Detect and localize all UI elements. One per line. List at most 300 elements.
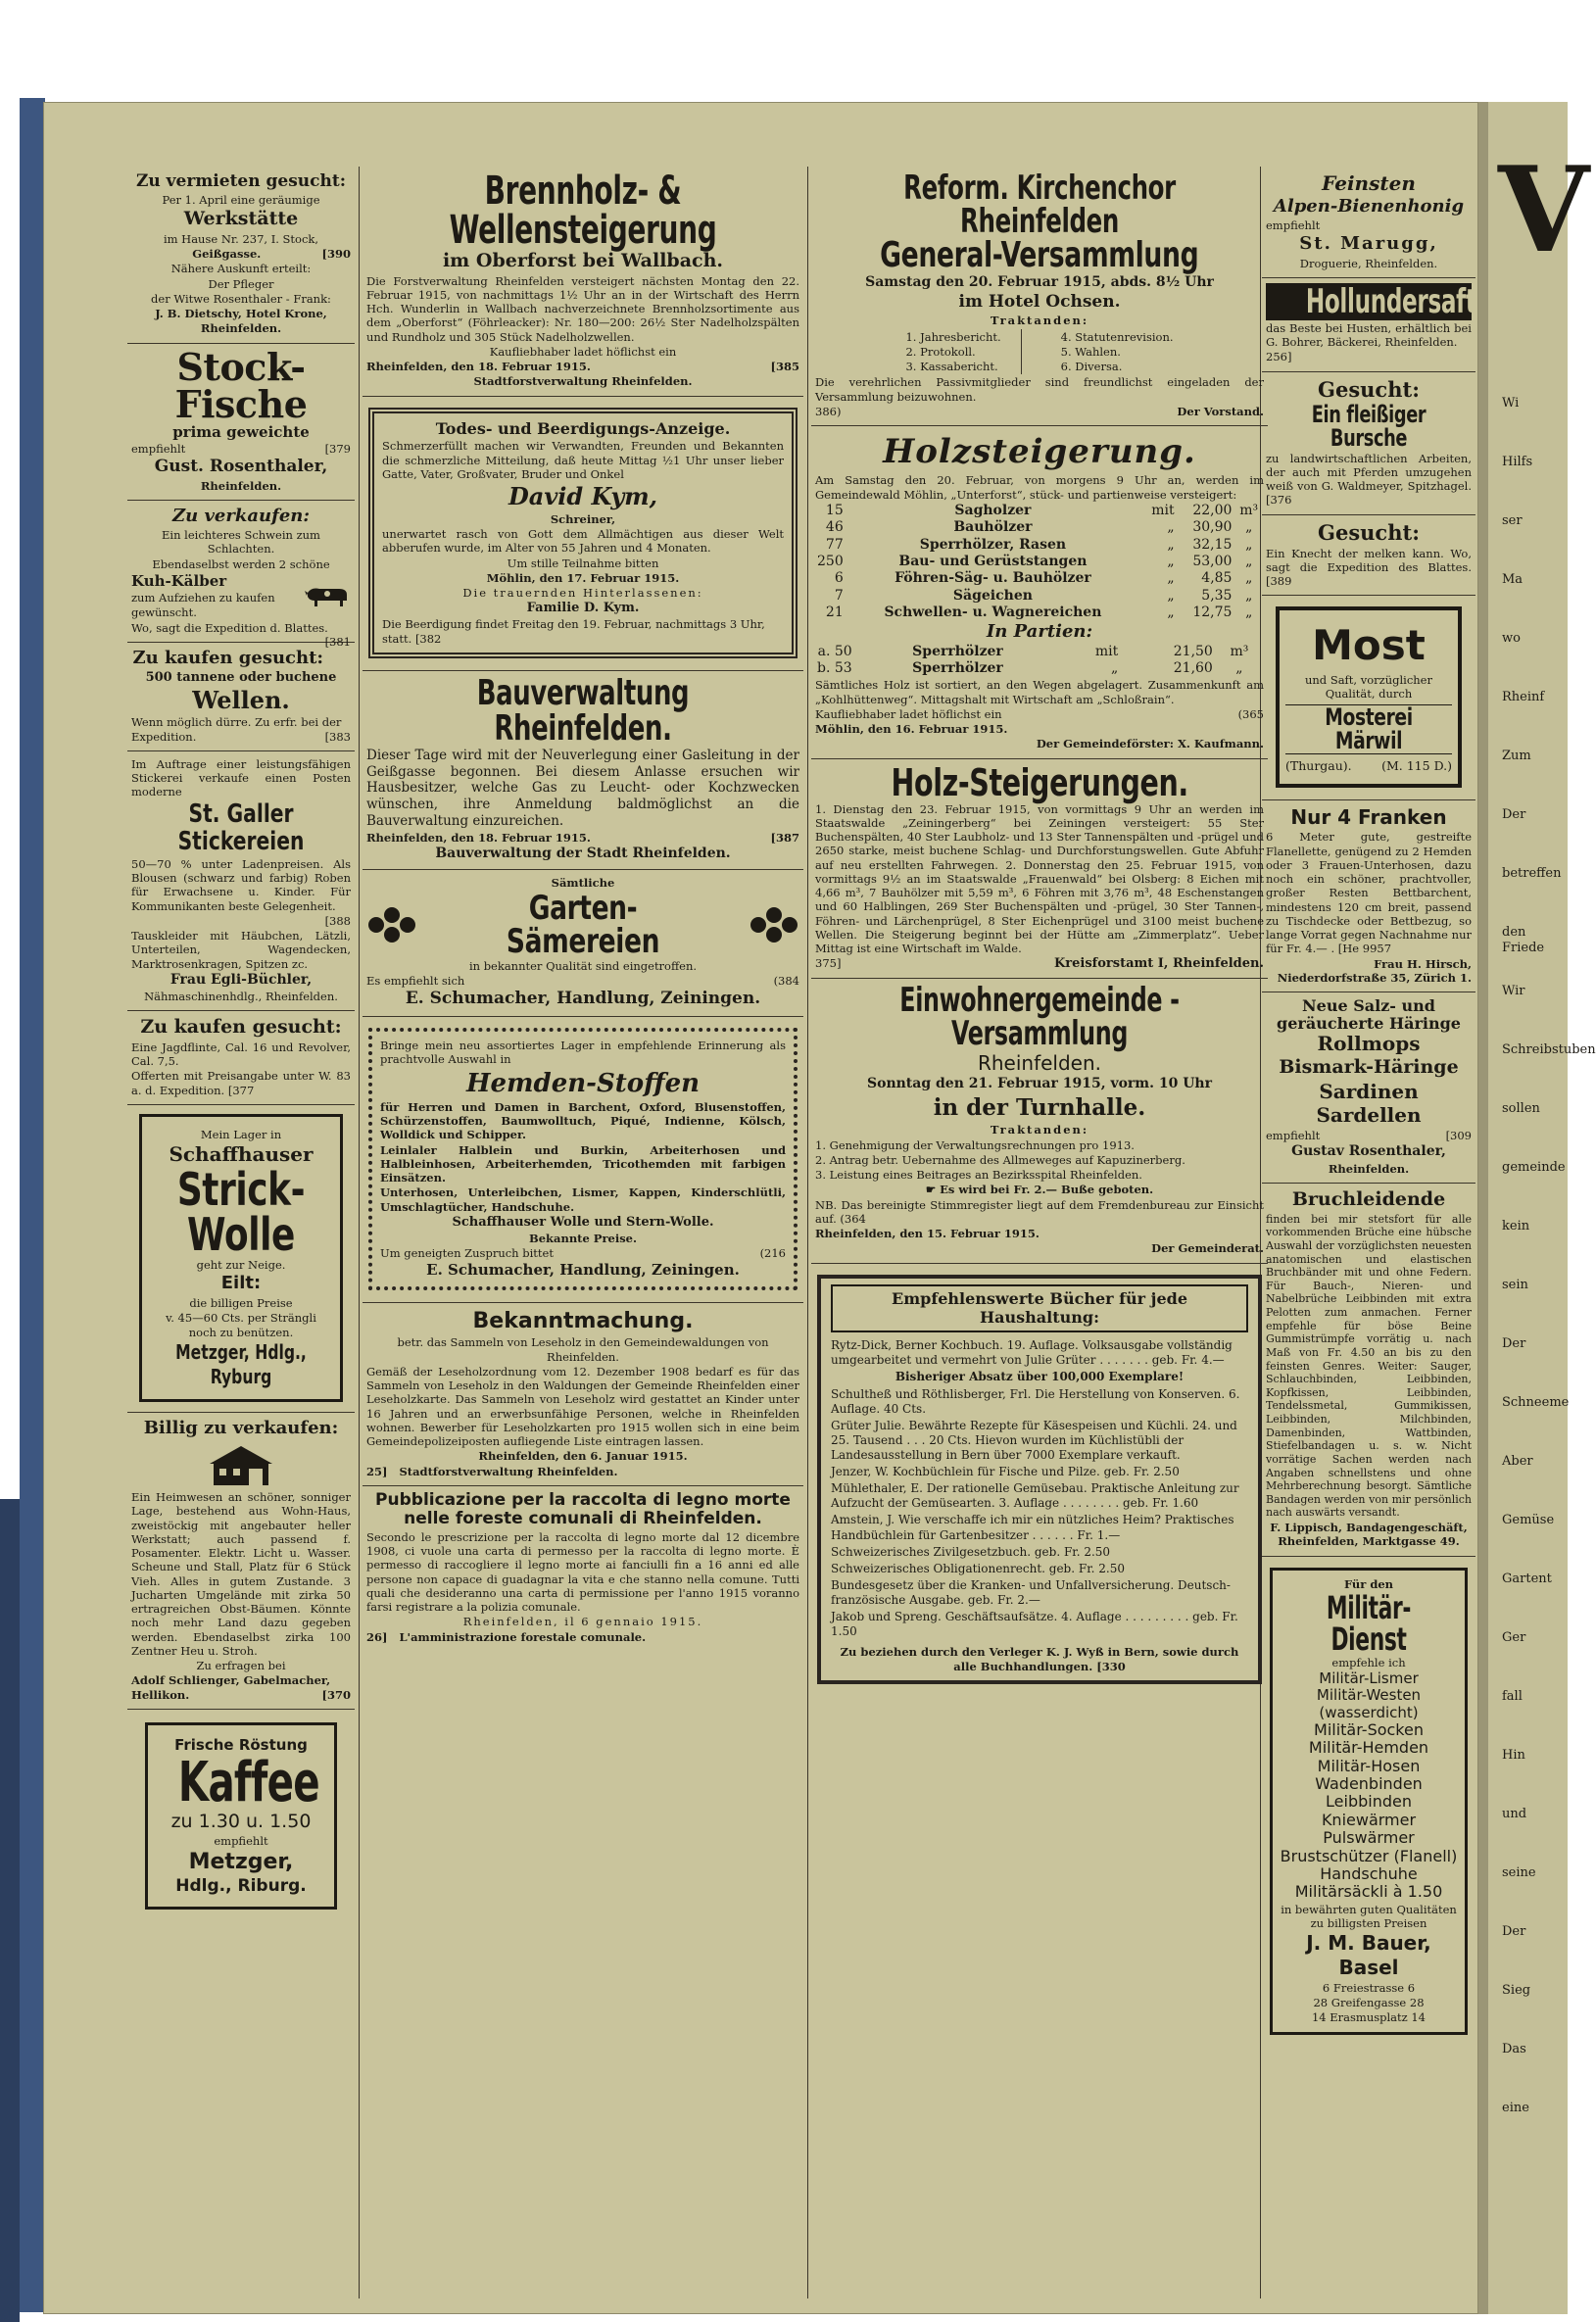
ad-line: (Thurgau). (1285, 758, 1352, 774)
ad-title: Bauverwaltung Rheinfelden. (476, 672, 690, 749)
ad-text: unerwartet rasch von Gott dem Allmächtigen aus dieser Welt abberufen wurde, im Alter von 55 Jahren und 4 Monaten. (382, 527, 784, 556)
ad-subtitle: im Oberforst bei Wallbach. (442, 250, 724, 271)
ad-line: empfiehlt (1266, 218, 1321, 233)
ad-subtitle: General-Versammlung (880, 235, 1199, 275)
ad-line: Bismark-Häringe (1279, 1056, 1459, 1079)
ad-subtitle: In Partien: (986, 621, 1093, 643)
facing-page-fragment: Aber (1502, 1454, 1533, 1469)
ad-line: im Hause Nr. 237, I. Stock, (163, 231, 319, 246)
agenda-item: 3. Kassabericht. (905, 360, 998, 374)
wood-lot-item: Sperrhölzer (912, 660, 1003, 677)
ad-line: Rheinfelden, den 15. Februar 1915. (815, 1227, 1040, 1241)
ad-text: Eine Jagdflinte, Cal. 16 und Revolver, Cal. 7,5. (131, 1040, 351, 1069)
ad-line: in der Turnhalle. (933, 1093, 1146, 1121)
facing-page-fragment: seine (1502, 1865, 1536, 1880)
ad-line: Zu beziehen durch den Verleger K. J. Wyß in Bern, sowie durch alle Buchhandlungen. [330 (840, 1645, 1239, 1673)
ad-title: Hemden-Stoffen (465, 1068, 701, 1098)
ad-line: Rheinfelden. (1328, 1161, 1410, 1176)
agenda-item: 2. Protokoll. (905, 344, 976, 359)
ad-subtitle: prima geweichte (172, 422, 310, 441)
wood-lot-q: 6 (834, 570, 844, 587)
ad-title: Hollundersaft (1305, 281, 1476, 321)
ad-jagdflinte (127, 1011, 355, 1105)
binder-spine-bottom (0, 1499, 20, 2322)
wood-lot-val: 22,00 (1192, 502, 1233, 518)
ad-subtitle: betr. das Sammeln von Leseholz in den Gemeindewaldungen von Rheinfelden. (397, 1335, 769, 1364)
ad-line: Rheinfelden, il 6 gennaio 1915. (462, 1615, 703, 1629)
facing-page-fragment: Der (1502, 1924, 1526, 1939)
column-3 (811, 167, 1268, 2302)
ad-line: empfiehlt (214, 1834, 268, 1849)
ad-line: Nähere Auskunft erteilt: (170, 262, 312, 276)
ad-highlight: Wellen. (192, 685, 290, 714)
wood-lot-sep: „ (1167, 536, 1175, 553)
wood-lot-val: 4,85 (1201, 570, 1233, 587)
ad-text: Leinlaler Halblein und Burkin, Arbeiterhosen und Halbleinhosen, Arbeiterhemden, Tricothemden mit farbigen Einsätzen. (380, 1142, 786, 1185)
ad-line: der Witwe Rosenthaler - Frank: (151, 291, 331, 306)
ad-title: Rollmops (1317, 1032, 1421, 1056)
ad-line: zum Aufziehen zu kaufen gewünscht. (131, 591, 275, 619)
wood-lot-item: Sägeichen (952, 587, 1033, 604)
wood-lot-sep: mit (1094, 643, 1119, 659)
wood-lot-q: b. 53 (817, 660, 852, 677)
military-item: Militär-Hemden (1308, 1738, 1429, 1758)
wood-lot-item: Föhren-Säg- u. Bauhölzer (895, 570, 1091, 587)
wood-lot-val: 53,00 (1192, 553, 1233, 569)
ad-line: Schreiner, (550, 511, 616, 526)
facing-page-fragment: eine (1502, 2101, 1529, 2115)
book-entry: Schultheß und Röthlisberger, Frl. Die Herstellung von Konserven. 6. Auflage. 40 Cts. (831, 1386, 1240, 1416)
column-2 (363, 167, 803, 2302)
ad-subtitle: 500 tannene oder buchene (145, 669, 337, 685)
facing-page-fragment: Gemüse (1502, 1513, 1555, 1527)
ad-text: Tauskleider mit Häubchen, Lätzli, Unterteilen, Wagendecken, Marktrosenkragen, Spitzen zc. (131, 929, 351, 971)
facing-page-fragment: fall (1502, 1689, 1523, 1704)
ad-text: Sämtliches Holz ist sortiert, an den Wegen abgelagert. Zusammenkunft am „Kohlhüttenweg“. Mittagshalt mit Wirtschaft am „Schloßrain“. (815, 678, 1264, 706)
ad-line: und Saft, vorzüglicher Qualität, durch (1304, 672, 1432, 701)
ad-text: NB. Das bereinigte Stimmregister liegt auf dem Fremdenbureau zur Einsicht auf. (364 (815, 1197, 1264, 1226)
wood-lot-item: Sperrhölzer (912, 643, 1003, 659)
ad-line: Hdlg., Riburg. (175, 1875, 307, 1896)
ad-buecher (811, 1264, 1268, 1696)
ad-title: Garten-Sämereien (506, 888, 660, 961)
ad-line: die billigen Preise (189, 1295, 293, 1310)
agenda-item: 6. Diversa. (1060, 360, 1123, 374)
ad-signature: Bauverwaltung der Stadt Rheinfelden. (435, 845, 731, 861)
ad-text: 6 Meter gute, gestreifte Flanellette, genügend zu 2 Hemden oder 3 Frauen-Unterhosen, dazu noch ein schöner, prachtvoller, großer Resten Bettbarchent, mindestens 120 cm breit, passend zu Tischdecke oder Bettbezug, so lange Vorrat gegen Nachnahme nur für Fr. 4.— . [He 9957 (1266, 830, 1472, 956)
ad-line: Ebendaselbst werden 2 schöne (152, 556, 330, 571)
ad-title: St. Galler Stickereien (177, 798, 305, 857)
ad-line: Kaufliebhaber ladet höflichst ein (365 (815, 706, 1264, 721)
column-rule-1 (359, 167, 360, 2298)
wood-lot-val: 30,90 (1192, 519, 1233, 536)
binder-spine-left (20, 98, 45, 2312)
ad-advertiser: St. Marugg, (1299, 233, 1438, 255)
ad-bruchleidende (1262, 1184, 1475, 1556)
facing-page-fragment: Schneeme (1502, 1395, 1570, 1410)
ad-title: Militär-Dienst (1326, 1588, 1412, 1658)
ad-title: Kaffee (177, 1750, 319, 1814)
military-item: Militär-Hosen (1317, 1756, 1421, 1775)
ad-text: 50—70 % unter Ladenpreisen. Als Blousen (schwarz und farbig) Roben für Erwachsene u. Kinder. Für Kommunikanten beste Gelegenheit. (131, 856, 351, 913)
facing-page-fragment: Zum (1502, 749, 1531, 763)
ad-line: Rheinfelden, den 6. Januar 1915. (478, 1449, 688, 1464)
wood-partien-table (815, 644, 1264, 678)
ad-hemden-stoffen (363, 1017, 803, 1303)
ad-line: Sardinen (1319, 1079, 1419, 1103)
ad-line: Der Pfleger (208, 276, 274, 291)
house-icon (206, 1442, 276, 1487)
agenda-item: 5. Wahlen. (1060, 344, 1121, 359)
wood-lot-q: 7 (834, 587, 844, 604)
ad-militaer-dienst (1262, 1557, 1475, 2047)
ad-subtitle: Feinsten (1322, 171, 1416, 195)
wood-lot-row (815, 554, 1264, 570)
wood-lot-q: 250 (817, 553, 844, 569)
facing-page-fragment: Ma (1502, 572, 1523, 587)
column-rule-2 (807, 167, 808, 2298)
ad-line: Geißgasse. [390 (192, 247, 351, 262)
facing-page-edge (1477, 102, 1596, 2314)
facing-page-fragment: Wi (1502, 396, 1520, 411)
ad-text: das Beste bei Husten, erhältlich bei G. Bohrer, Bäckerei, Rheinfelden. (1266, 320, 1472, 350)
military-item: Brustschützer (Flanell) (1280, 1846, 1458, 1865)
facing-page-fragment: Hilfs (1502, 455, 1533, 469)
ad-line: Rheinfelden, den 18. Februar 1915. [387 (366, 830, 799, 845)
ad-text: für Herren und Damen in Barchent, Oxford, Blusenstoffen, Schürzenstoffen, Baumwolltuch, Piqué, Indienne, Kölsch, Wolldick und Schipper. (380, 1099, 786, 1142)
ad-st-galler-stickereien (127, 751, 355, 1012)
address-line: 14 Erasmusplatz 14 (1311, 2010, 1427, 2025)
ad-line: Wo, sagt die Expedition d. Blattes. [381 (131, 620, 351, 650)
ad-zu-kaufen-wellen (127, 643, 355, 751)
facing-page-letter: V (1498, 141, 1590, 279)
ad-title: Reform. Kirchenchor Rheinfelden (903, 169, 1176, 241)
ad-line: Wenn möglich dürre. Zu erfr. bei der Expedition. [383 (131, 715, 351, 744)
ad-text: Die verehrlichen Passivmitglieder sind freundlichst eingeladen der Versammlung beizuwohnen. (815, 375, 1264, 404)
military-item: Leibbinden (1326, 1792, 1412, 1812)
ad-most (1262, 596, 1475, 799)
ad-line: Traktanden: (990, 1123, 1089, 1137)
facing-page-fragment: wo (1502, 631, 1521, 646)
ad-line: Kaufliebhaber ladet höflichst ein (489, 344, 677, 359)
ad-title: Billig zu verkaufen: (143, 1417, 339, 1438)
ad-line: v. 45—60 Cts. per Strängli (166, 1310, 316, 1325)
book-entry: Jakob und Spreng. Geschäftsaufsätze. 4. Auflage . . . . . . . . . geb. Fr. 1.50 (831, 1610, 1238, 1639)
wood-lot-row (815, 588, 1264, 605)
ad-line: J. B. Dietschy, Hotel Krone, (155, 307, 327, 321)
address-line: 6 Freiestrasse 6 (1322, 1980, 1416, 1995)
ad-bienenhonig (1262, 167, 1475, 278)
wood-lot-u: „ (1245, 553, 1253, 569)
ad-ref: [388 (324, 913, 351, 928)
wood-lot-item: Sagholzer (954, 502, 1032, 518)
ad-subtitle: Rheinfelden. (977, 1050, 1102, 1075)
ad-advertiser: Frau Egli-Büchler, (169, 971, 313, 988)
wood-lot-q: a. 50 (817, 643, 852, 659)
ad-text: Gemäß der Leseholzordnung vom 12. Dezember 1908 bedarf es für das Sammeln von Leseholz in den Waldungen der Gemeinde Rheinfelden einer Leseholzkarte. Das Sammeln von Leseholz wird gestattet an Kinder unter 16 Jahren und an erwerbsunfähige Personen, welche in Rheinfelden wohnen. Bewerber für Leseholzkarten pro 1915 wollen sich in eine beim Gemeindepolizeiposten aufliegende Liste eintragen lassen. (366, 1364, 799, 1449)
ad-line: Traktanden: (990, 314, 1089, 328)
ad-title: Nur 4 Franken (1290, 804, 1447, 829)
ad-signature: F. Lippisch, Bandagengeschäft, Rheinfelden, Marktgasse 49. (1270, 1521, 1468, 1549)
ad-garten-saemereien (363, 870, 803, 1017)
wood-lot-sep: „ (1167, 553, 1175, 569)
ad-holz-steigerungen (811, 759, 1268, 979)
ad-line: Es empfiehlt sich (384 (366, 973, 799, 988)
ad-title: Empfehlenswerte Bücher für jede Haushaltung: (831, 1284, 1248, 1333)
ad-signature: Der Gemeindeförster: X. Kaufmann. (1036, 737, 1264, 751)
facing-page-fragment: ser (1502, 513, 1523, 528)
ad-line: Möhlin, den 17. Februar 1915. (486, 570, 680, 585)
ad-text: Unterhosen, Unterleibchen, Lismer, Kappen, Kinderschlütli, Umschlagtücher, Handschuhe. (380, 1185, 786, 1214)
agenda-item: 1. Genehmigung der Verwaltungsrechnungen pro 1913. (815, 1137, 1135, 1152)
facing-page-fragment: Das (1502, 2042, 1526, 2056)
wood-lot-val: 21,60 (1173, 660, 1213, 677)
ad-signature: Familie D. Kym. (526, 601, 640, 616)
military-items-list (1277, 1670, 1461, 1902)
wood-lot-u: „ (1245, 570, 1253, 587)
wood-lot-item: Sperrhölzer, Rasen (919, 536, 1067, 553)
facing-page-fragment: gemeinde (1502, 1160, 1566, 1175)
ad-brennholz (363, 167, 803, 397)
ad-title: Bruchleidende (1291, 1188, 1446, 1211)
ad-text: 1. Dienstag den 23. Februar 1915, von vormittags 9 Uhr an werden im Staatswalde „Zeiningerberg“ bei Zeiningen versteigert: 55 Ster Buchenspälten, 40 Ster Laubholz- und 13 Ster Tannenspälten und -prügel und 2650 starke, meist buchene Schlag- und Durchforstungswellen. Gute Abfuhr auf neu erstellten Fahrwegen. 2. Donnerstag den 25. Februar 1915, von vormittags 9½ an im Staatswalde „Frauenwald“ bei Olsberg: 8 Eichen mit 4,66 m³, 7 Bauhölzer mit 5,59 m³, 6 Föhren mit 3,76 m³, 48 Eschenstangen und 60 Halblingen, 269 Ster Buchenspälten und -prügel, 30 Ster Tannen-, Föhren- und Lärchenprügel, 8 Ster Eichenprügel und 3100 meist buchene Wellen. Die Steigerung beginnt bei der Hütte am „Zimmerplatz“. Ueber Mittag ist eine Wirtschaft im Walde. (815, 801, 1264, 956)
ad-text: Dieser Tage wird mit der Neuverlegung einer Gasleitung in der Geißgasse begonnen. Bei diesem Anlasse ersuchen wir Hausbesitzer, welche Gas zu Leucht- oder Kochzwecken wünschen, ihre Anmeldung baldmöglichst an die Bauverwaltung einzureichen. (366, 747, 799, 829)
wood-lot-item: Schwellen- u. Wagnereichen (884, 605, 1102, 620)
ad-line: Neue Salz- und geräucherte Häringe (1277, 996, 1461, 1033)
military-item: Wadenbinden (1315, 1773, 1423, 1793)
ad-line: Nähmaschinenhdlg., Rheinfelden. (144, 990, 338, 1004)
book-entry: Jenzer, W. Kochbüchlein für Fische und Pilze. geb. Fr. 2.50 (831, 1465, 1180, 1479)
wood-lot-row (815, 660, 1264, 677)
ad-todesanzeige (363, 397, 803, 671)
wood-lot-row (815, 519, 1264, 536)
wood-lot-u: „ (1245, 519, 1253, 536)
ad-title: Strick-Wolle (176, 1163, 306, 1262)
ad-signature: 26] L'amministrazione forestale comunale. (366, 1629, 647, 1644)
book-entry: Grüter Julie. Bewährte Rezepte für Käsespeisen und Küchli. 24. und 25. Tausend . . . 20 Cts. Hievon wurden im Küchlistübli der Landesausstellung in Bern über 7000 Exemplare verkauft. (831, 1418, 1237, 1462)
seed-cluster-icon-right (749, 905, 799, 944)
wood-lot-u: m³ (1239, 502, 1259, 518)
wood-lot-u: „ (1245, 605, 1253, 620)
ad-line: Für den (1343, 1576, 1394, 1591)
ad-line: geht zur Neige. (196, 1258, 286, 1273)
ad-title: Alpen-Bienenhonig (1273, 195, 1465, 217)
ad-subtitle: Schaffhauser (169, 1142, 314, 1167)
ad-line: Um geneigten Zuspruch bittet (216 (380, 1246, 786, 1261)
ad-title: Stock-Fische (174, 344, 308, 426)
ad-line: empfiehlt [379 (131, 442, 351, 457)
facing-page-fragment: Rheinf (1502, 690, 1545, 704)
ad-line: in bewährten guten Qualitäten zu billigsten Preisen (1281, 1902, 1457, 1930)
wood-lot-row (815, 537, 1264, 554)
wood-lot-q: 21 (825, 605, 844, 620)
facing-page-fragment: Ger (1502, 1630, 1526, 1645)
facing-page-fragment: Hin (1502, 1748, 1525, 1763)
ad-nur-4-franken (1262, 800, 1475, 993)
book-entry: Bisheriger Absatz über 100,000 Exemplare! (895, 1370, 1185, 1384)
ad-line: Um stille Teilnahme bitten (507, 556, 659, 570)
ad-signature: E. Schumacher, Handlung, Zeiningen. (405, 989, 761, 1009)
ad-title: Most (1312, 621, 1426, 670)
military-item: Handschuhe (1320, 1863, 1418, 1883)
facing-page-fragment: sollen (1502, 1101, 1540, 1116)
ad-title: Zu kaufen gesucht: (140, 1016, 342, 1039)
ad-line: 386) Der Vorstand. (815, 404, 1264, 418)
wood-lot-row (815, 570, 1264, 587)
ad-haeringe (1262, 992, 1475, 1184)
wood-lot-u: „ (1235, 660, 1243, 677)
ad-advertiser: Metzger, (188, 1850, 294, 1875)
ad-title: Bekanntmachung. (472, 1309, 694, 1334)
ad-line: Die Beerdigung findet Freitag den 19. Februar, nachmittags 3 Uhr, statt. [382 (382, 617, 765, 646)
ad-line: Droguerie, Rheinfelden. (1299, 256, 1438, 270)
military-item: Pulswärmer (1323, 1828, 1415, 1848)
ad-signature: Der Gemeinderat. (1151, 1241, 1264, 1256)
ad-text: Secondo le prescrizione per la raccolta di legno morte dal 12 dicembre 1908, ci vuole una carta di permesso per la raccolta di legno morte. È permesso di raccogliere il legno morte ai fanciulli fin a 16 anni ed alle persone non capace di guadagnar la vita e che stanno nella comune. Tutti quali che desideranno una carta di permissione per l'anno 1915 voranno farsi registrare a la polizia comunale. (366, 1529, 799, 1615)
ad-note: ☛ Es wird bei Fr. 2.— Buße geboten. (925, 1183, 1154, 1197)
ad-bekanntmachung-leseholz (363, 1303, 803, 1486)
ad-title: Pubblicazione per la raccolta di legno morte nelle foreste comunali di Rheinfelden. (375, 1489, 791, 1529)
ad-line: Sonntag den 21. Februar 1915, vorm. 10 Uhr (867, 1076, 1212, 1092)
ad-line: Sämtliche (551, 876, 615, 891)
ad-highlight: Kuh-Kälber (131, 571, 227, 590)
facing-page-fragment: Schreibstuben (1502, 1042, 1596, 1057)
ad-stock-fische (127, 344, 355, 501)
ad-line: Adolf Schlienger, Gabelmacher, Hellikon. [370 (131, 1673, 351, 1702)
ad-line: Möhlin, den 16. Februar 1915. (815, 722, 1008, 737)
facing-page-fragment: Wir (1502, 984, 1525, 998)
ad-line: in bekannter Qualität sind eingetroffen. (468, 958, 698, 973)
ad-text: Ein Knecht der melken kann. Wo, sagt die Expedition des Blattes. [389 (1266, 546, 1472, 589)
ad-title: Zu kaufen gesucht: (132, 648, 324, 669)
ad-price: zu 1.30 u. 1.50 (170, 1810, 312, 1832)
ad-title: Holzsteigerung. (883, 432, 1196, 472)
ad-kirchenchor (811, 167, 1268, 426)
ad-line: Ein leichteres Schwein zum Schlachten. (162, 528, 320, 556)
ad-line: noch zu benützen. (188, 1326, 294, 1340)
ad-highlight: Eilt: (220, 1273, 262, 1294)
ad-text: finden bei mir stetsfort für alle vorkommenden Brüche eine hübsche Auswahl der vorzüglichsten neuesten anatomischen und elastischen Bruchbänder mit und ohne Federn. Für Bauch-, Nieren- und Nabelbrüche Leibbinden mit extra Pelotten zum anmachen. Ferner empfehle für böse Beine Gummistrümpfe vorrätig u. nach Maß von Fr. 4.50 an bis zu den feinsten Genres. Weiter: Sauger, Schlauchbinden, Leibbinden, Kopfkissen, Leibbinden, Tendelssmetal, Gummikissen, Leibbinden, Milchbinden, Damenbinden, Wattbinden, Stiefelbandagen u. s. w. Nicht vorrätige Sachen werden nach Angaben schnellstens und ohne Mehrberechnung besorgt. Sämtliche Bandagen werden von mir persönlich nach auswärts versandt. (1266, 1212, 1472, 1520)
wood-lot-q: 15 (825, 502, 844, 518)
ad-gesucht-bursche (1262, 372, 1475, 515)
ad-zu-verkaufen-kaelber (127, 501, 355, 650)
book-entry: Bundesgesetz über die Kranken- und Unfallversicherung. Deutsch-französische Ausgabe. geb. Fr. 2.— (831, 1577, 1231, 1607)
wood-lot-u: m³ (1230, 643, 1249, 659)
wood-lot-sep: „ (1111, 660, 1119, 677)
ad-text: Bringe mein neu assortiertes Lager in empfehlende Erinnerung als prachtvolle Auswahl in (380, 1039, 786, 1067)
ad-hollundersaft (1262, 278, 1475, 372)
ad-pubblicazione (363, 1486, 803, 1651)
ad-signature: Stadtforstverwaltung Rheinfelden. (473, 374, 693, 389)
ad-signature: 25] Stadtforstverwaltung Rheinfelden. (366, 1464, 618, 1478)
ad-holzsteigerung-moehlin (811, 426, 1268, 758)
ad-line: im Hotel Ochsen. (958, 292, 1121, 313)
wood-lot-sep: „ (1167, 570, 1175, 587)
wood-lot-val: 5,35 (1201, 587, 1233, 604)
ad-line: Rheinfelden, den 18. Februar 1915. [385 (366, 360, 799, 374)
facing-page-fragment: Der (1502, 807, 1526, 822)
wood-lots-table (815, 503, 1264, 622)
wood-lot-row (815, 605, 1264, 621)
seed-cluster-icon-left (366, 905, 417, 944)
ad-line: 375] Kreisforstamt I, Rheinfelden. (815, 956, 1264, 972)
ad-line: empfehle ich (1331, 1655, 1406, 1669)
book-entry: Schweizerisches Obligationenrecht. geb. Fr. 2.50 (831, 1561, 1125, 1575)
book-entry: Rytz-Dick, Berner Kochbuch. 19. Auflage. Volksausgabe vollständig umgearbeitet und vermehrt von Julie Grüter . . . . . . . geb. Fr. 4.— (831, 1338, 1233, 1368)
ad-advertiser: Mosterei Märwil (1325, 703, 1413, 755)
facing-page-fragment: und (1502, 1807, 1527, 1821)
ad-title: Gesucht: (1318, 519, 1420, 545)
military-item: Kniewärmer (1321, 1810, 1417, 1829)
ad-line: Mein Lager in (200, 1127, 282, 1141)
wood-lot-val: 32,15 (1192, 536, 1233, 553)
ad-highlight: Werkstätte (183, 208, 299, 230)
ad-einwohnergemeinde (811, 979, 1268, 1264)
wood-lot-item: Bauhölzer (953, 519, 1033, 536)
facing-page-fragment: kein (1502, 1219, 1530, 1234)
military-item: Militärsäckli à 1.50 (1294, 1882, 1443, 1902)
wood-lot-q: 46 (825, 519, 844, 536)
ad-title: Brennholz- & Wellensteigerung (449, 169, 717, 253)
facing-page-fragment: Gartent (1502, 1572, 1552, 1586)
book-entry: Mühlethaler, E. Der rationelle Gemüsebau. Praktische Anleitung zur Aufzucht der Gemüsearten. 3. Auflage . . . . . . . . geb. Fr. 1.60 (831, 1481, 1239, 1511)
wood-lot-sep: „ (1167, 519, 1175, 536)
ad-signature: Frau H. Hirsch, Niederdorfstraße 35, Zürich 1. (1277, 956, 1472, 985)
wood-lot-item: Bau- und Gerüststangen (898, 553, 1088, 569)
ad-kaffee (127, 1710, 355, 1923)
ad-line: Schaffhauser Wolle und Stern-Wolle. (452, 1214, 714, 1230)
wood-lot-sep: „ (1167, 605, 1175, 620)
wood-lot-sep: „ (1167, 587, 1175, 604)
ad-gesucht-knecht (1262, 515, 1475, 597)
ad-advertiser: J. M. Bauer, Basel (1306, 1931, 1431, 1979)
ad-line: Im Auftrage einer leistungsfähigen Stickerei verkaufe einen Posten moderne (131, 756, 351, 799)
ad-line: Sardellen (1316, 1103, 1422, 1128)
ad-line: Per 1. April eine geräumige (162, 193, 320, 208)
facing-page-fragment: betreffen (1502, 866, 1562, 881)
ad-advertiser: Gust. Rosenthaler, (154, 457, 328, 477)
facing-page-fragment: sein (1502, 1278, 1528, 1292)
calf-icon (304, 583, 351, 608)
ad-advertiser: Metzger, Hdlg., Ryburg (175, 1340, 307, 1389)
book-list (831, 1338, 1248, 1639)
wood-lot-q: 77 (825, 536, 844, 553)
ad-line: Samstag den 20. Februar 1915, abds. 8½ Uhr (865, 274, 1214, 290)
ad-line: Frische Röstung (174, 1735, 308, 1754)
ad-text: Am Samstag den 20. Februar, von morgens 9 Uhr an, werden im Gemeindewald Möhlin, „Unterforst“, stück- und partienweise versteigert: (815, 473, 1264, 502)
ad-line: Zu erfragen bei (196, 1659, 286, 1673)
military-item: Militär-Westen (wasserdicht) (1316, 1686, 1422, 1721)
ad-text: Schmerzerfüllt machen wir Verwandten, Freunden und Bekannten die schmerzliche Mitteilung, daß heute Mittag ½1 Uhr unser lieber Gatte, Vater, Großvater, Bruder und Onkel (382, 439, 784, 481)
ad-subtitle: Ein fleißiger Bursche (1311, 400, 1427, 452)
ad-bauverwaltung (363, 671, 803, 870)
facing-page-fragment: den Friede (1502, 925, 1545, 956)
ad-title: Zu vermieten gesucht: (135, 171, 347, 191)
ad-line: Bekannte Preise. (529, 1231, 637, 1245)
agenda-item: 1. Jahresbericht. (905, 329, 1001, 344)
ad-title: Gesucht: (1318, 376, 1420, 402)
ad-zu-vermieten (127, 167, 355, 344)
ad-signature: E. Schumacher, Handlung, Zeiningen. (426, 1261, 740, 1280)
ad-title: Holz-Steigerungen. (891, 760, 1188, 804)
agenda-item: 4. Statutenrevision. (1060, 329, 1174, 344)
pointing-hand-icon: ☛ (925, 1183, 937, 1197)
wood-lot-sep: mit (1151, 502, 1175, 518)
book-entry: Schweizerisches Zivilgesetzbuch. geb. Fr. 2.50 (831, 1544, 1111, 1559)
ad-title: Zu verkaufen: (171, 505, 311, 526)
ad-heimwesen (127, 1412, 355, 1710)
ad-text: Ein Heimwesen an schöner, sonniger Lage, bestehend aus Wohn-Haus, zweistöckig mit angebauter heller Werkstatt; auch passend f. Posamenter. Elektr. Licht u. Wasser. Scheune und Stall, Platz für 6 Stück Vieh. Alles in gutem Zustande. 3 Jucharten Umgelände mit zirka 50 ertragreichen Obst-Bäumen. Könnte noch mehr Land dazu gegeben werden. Ebendaselbst zirka 100 Zentner Heu u. Stroh. (131, 1490, 351, 1658)
